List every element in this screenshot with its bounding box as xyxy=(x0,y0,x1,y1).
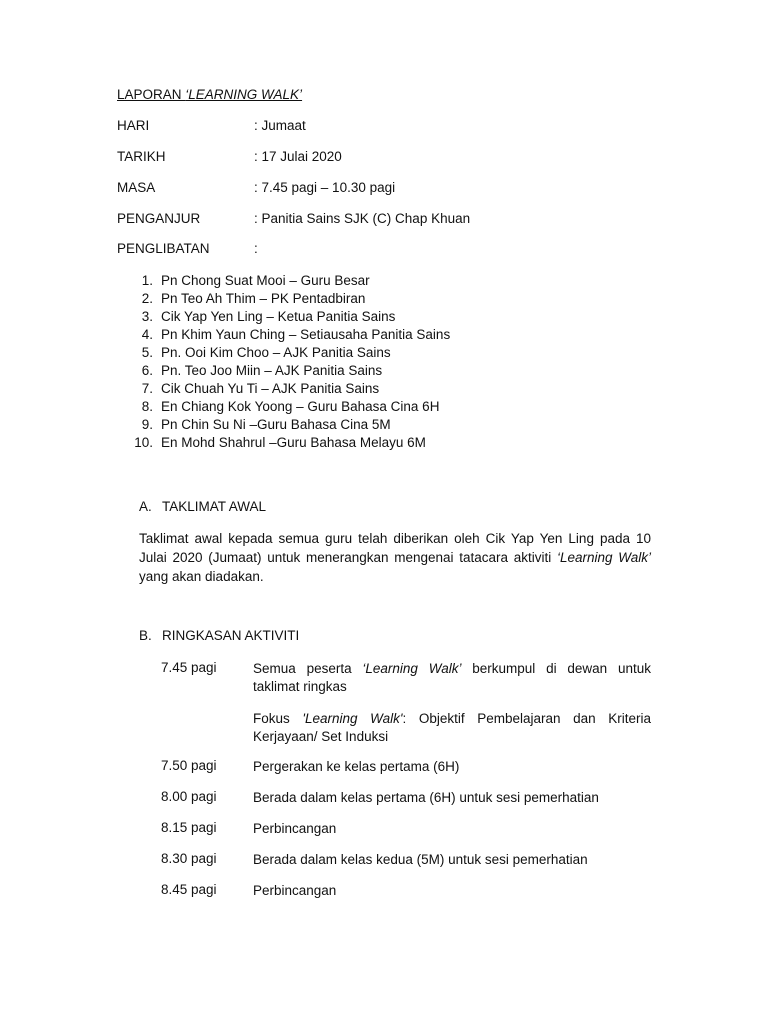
activity-time: 8.15 pagi xyxy=(161,820,217,835)
list-item-text: Pn. Ooi Kim Choo – AJK Panitia Sains xyxy=(161,345,391,360)
field-value: : xyxy=(254,241,258,256)
section-title: TAKLIMAT AWAL xyxy=(162,499,267,514)
activity-description xyxy=(253,660,651,696)
activity-description xyxy=(253,882,651,900)
activity-description xyxy=(253,789,651,807)
field-masa xyxy=(117,180,677,198)
list-item-text: Cik Chuah Yu Ti – AJK Panitia Sains xyxy=(161,381,380,396)
activity-text: Semua peserta xyxy=(253,661,363,676)
activity-description xyxy=(253,851,651,869)
list-number: 2. xyxy=(141,291,153,306)
list-item-text: Pn. Teo Joo Miin – AJK Panitia Sains xyxy=(161,363,383,378)
activity-emphasis: 'Learning Walk' xyxy=(302,711,403,726)
section-b-heading xyxy=(139,628,299,643)
section-a-heading xyxy=(139,499,266,514)
list-item xyxy=(117,290,657,308)
section-a-paragraph xyxy=(139,529,651,586)
field-label: PENGLIBATAN xyxy=(117,241,210,256)
list-number: 5. xyxy=(141,345,153,360)
list-item xyxy=(117,362,657,380)
activity-text: Berada dalam kelas pertama (6H) untuk sesi pemerhatian xyxy=(253,790,599,805)
list-item-text: Pn Chong Suat Mooi – Guru Besar xyxy=(161,273,370,288)
field-value: : Panitia Sains SJK (C) Chap Khuan xyxy=(254,211,471,226)
section-letter: A. xyxy=(139,499,152,514)
activity-description xyxy=(253,758,651,776)
list-item-text: Pn Teo Ah Thim – PK Pentadbiran xyxy=(161,291,366,306)
activity-time: 8.45 pagi xyxy=(161,882,217,897)
activity-text: Berada dalam kelas kedua (5M) untuk sesi pemerhatian xyxy=(253,852,588,867)
activity-emphasis: ‘Learning Walk’ xyxy=(362,661,462,676)
list-item-text: Pn Chin Su Ni –Guru Bahasa Cina 5M xyxy=(161,417,391,432)
field-tarikh xyxy=(117,149,677,167)
list-item xyxy=(117,398,657,416)
field-penglibatan xyxy=(117,241,677,259)
activity-text: berkumpul di dewan untuk taklimat ringkas xyxy=(253,661,651,694)
activity-time: 8.30 pagi xyxy=(161,851,217,866)
paragraph-text: yang akan diadakan. xyxy=(139,569,264,584)
activity-text: : Objektif Pembelajaran dan Kriteria Kerjayaan/ Set Induksi xyxy=(253,711,651,744)
list-item xyxy=(117,272,657,290)
activity-description xyxy=(253,710,651,746)
list-number: 8. xyxy=(141,399,153,414)
field-hari xyxy=(117,118,677,136)
field-penganjur xyxy=(117,211,677,229)
list-item xyxy=(117,416,657,434)
paragraph-text: Taklimat awal kepada semua guru telah diberikan oleh Cik Yap Yen Ling pada 10 Julai 2020 (Jumaat) untuk menerangkan mengenai tatacara aktiviti xyxy=(139,531,651,565)
list-item-text: Cik Yap Yen Ling – Ketua Panitia Sains xyxy=(161,309,396,324)
list-item xyxy=(117,308,657,326)
activity-text: Pergerakan ke kelas pertama (6H) xyxy=(253,759,460,774)
section-title: RINGKASAN AKTIVITI xyxy=(162,628,300,643)
activity-time: 8.00 pagi xyxy=(161,789,217,804)
activity-time: 7.50 pagi xyxy=(161,758,217,773)
list-number: 9. xyxy=(141,417,153,432)
list-item-text: En Mohd Shahrul –Guru Bahasa Melayu 6M xyxy=(161,435,426,450)
participant-list xyxy=(117,272,657,452)
list-item-text: En Chiang Kok Yoong – Guru Bahasa Cina 6H xyxy=(161,399,440,414)
report-title xyxy=(117,87,302,102)
list-item xyxy=(117,434,657,452)
field-value: : 7.45 pagi – 10.30 pagi xyxy=(254,180,396,195)
list-item xyxy=(117,326,657,344)
field-value: : 17 Julai 2020 xyxy=(254,149,342,164)
list-item xyxy=(117,380,657,398)
list-number: 7. xyxy=(141,381,153,396)
report-title-prefix: LAPORAN xyxy=(117,87,186,102)
activity-text: Perbincangan xyxy=(253,821,337,836)
list-number: 10. xyxy=(134,435,153,450)
section-letter: B. xyxy=(139,628,152,643)
list-item xyxy=(117,344,657,362)
activity-text: Perbincangan xyxy=(253,883,337,898)
paragraph-emphasis: ‘Learning Walk’ xyxy=(556,550,651,565)
list-number: 6. xyxy=(141,363,153,378)
field-label: PENGANJUR xyxy=(117,211,201,226)
report-title-quoted: ‘LEARNING WALK’ xyxy=(185,87,303,102)
activity-text: Fokus xyxy=(253,711,303,726)
field-label: HARI xyxy=(117,118,150,133)
field-value: : Jumaat xyxy=(254,118,306,133)
activity-time: 7.45 pagi xyxy=(161,660,217,675)
list-number: 1. xyxy=(141,273,153,288)
activity-description xyxy=(253,820,651,838)
list-number: 3. xyxy=(141,309,153,324)
field-label: TARIKH xyxy=(117,149,166,164)
list-number: 4. xyxy=(141,327,153,342)
list-item-text: Pn Khim Yaun Ching – Setiausaha Panitia Sains xyxy=(161,327,451,342)
field-label: MASA xyxy=(117,180,156,195)
